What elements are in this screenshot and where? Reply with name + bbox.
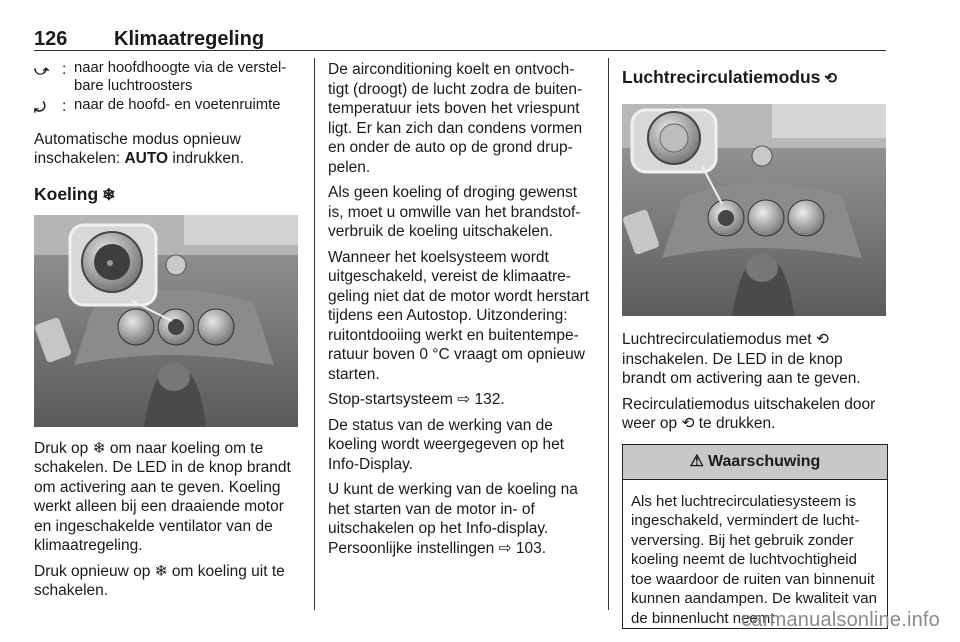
watermark: carmanualsonline.info <box>741 609 940 631</box>
auto-label: AUTO <box>124 150 169 167</box>
cooling-paragraph-1: Druk op ❄ om naar koeling om te schakelen. De LED in de knop brandt om activering aan te geven. Koeling werkt alleen bij een draaiende motor en ingeschakelde ventilator van de klimaatregeling. <box>34 439 291 554</box>
cooling-paragraph-2: Druk opnieuw op ❄ om koeling uit te schakelen. <box>34 562 285 599</box>
paragraph: U kunt de werking van de koeling na het starten van de motor in- of uitschakelen op het Info-display. Persoonlijke instellingen ⇨ 103. <box>328 481 578 557</box>
paragraph: Wanneer het koelsysteem wordt uitgeschakeld, vereist de klimaatre-geling niet dat de motor wordt herstart tijdens een Autostop. Uitzondering: ruitontdooiing werkt en buitentempe-ratuur boven 0 °C vraagt om opnieuw starten. <box>328 248 590 383</box>
column-3 <box>622 60 888 629</box>
head-vent-icon: ⤻ <box>34 62 49 78</box>
vent-item-text: naar de hoofd- en voetenruimte <box>74 97 281 113</box>
page-number: 126 <box>34 28 68 50</box>
warning-triangle-icon: ⚠ <box>689 452 705 470</box>
head-feet-vent-icon: ⤾ <box>34 99 46 115</box>
recirculation-icon: ⟲ <box>824 70 837 87</box>
header-divider <box>34 50 886 51</box>
page-title: Klimaatregeling <box>114 28 265 50</box>
auto-instruction: Automatische modus opnieuw inschakelen: AUTO indrukken. <box>34 130 244 167</box>
cooling-button-photo <box>34 215 298 427</box>
vent-item-head: ⤻ : naar hoofdhoogte via de verstel-bare luchtroosters <box>34 60 302 95</box>
paragraph: De status van de werking van de koeling wordt weergegeven op het Info-Display. <box>328 416 565 473</box>
recirculation-button-photo <box>622 104 886 316</box>
cross-reference: Stop-startsysteem ⇨ 132. <box>328 391 505 408</box>
warning-text: Als het luchtrecirculatiesysteem is ingeschakeld, vermindert de lucht-verversing. Bij het gebruik zonder koeling neemt de luchtvochtigheid toe waardoor de ruiten van binnenuit kunnen aandampen. De kwaliteit van de binnenlucht neemt <box>631 492 877 627</box>
cooling-icon: ❄ <box>102 186 116 204</box>
vent-item-head-feet: ⤾ : naar de hoofd- en voetenruimte <box>34 97 302 118</box>
column-2 <box>328 60 594 564</box>
paragraph: Als geen koeling of droging gewenst is, moet u omwille van het brandstof-verbruik de koeling uitschakelen. <box>328 184 581 240</box>
recirculation-heading: Luchtrecirculatiemodus ⟲ <box>622 67 837 87</box>
page-header <box>34 22 886 52</box>
warning-box <box>622 444 888 630</box>
cooling-heading: Koeling ❄ <box>34 183 116 204</box>
column-1 <box>34 60 302 607</box>
recirculation-paragraph-1: Luchtrecirculatiemodus met ⟲ inschakelen. De LED in de knop brandt om activering aan te geven. <box>622 331 861 387</box>
recirculation-paragraph-2: Recirculatiemodus uitschakelen door weer op ⟲ te drukken. <box>622 395 876 432</box>
warning-header: ⚠ Waarschuwing <box>623 445 887 480</box>
column-divider-2 <box>608 58 609 610</box>
paragraph: De airconditioning koelt en ontvoch-tigt (droogt) de lucht zodra de buiten-temperatuur iets boven het vriespunt ligt. Er kan zich dan condens vormen en onder de auto op de grond drup-pelen. <box>328 61 583 176</box>
column-divider-1 <box>314 58 315 610</box>
vent-item-text: naar hoofdhoogte via de verstel-bare luchtroosters <box>74 60 287 94</box>
